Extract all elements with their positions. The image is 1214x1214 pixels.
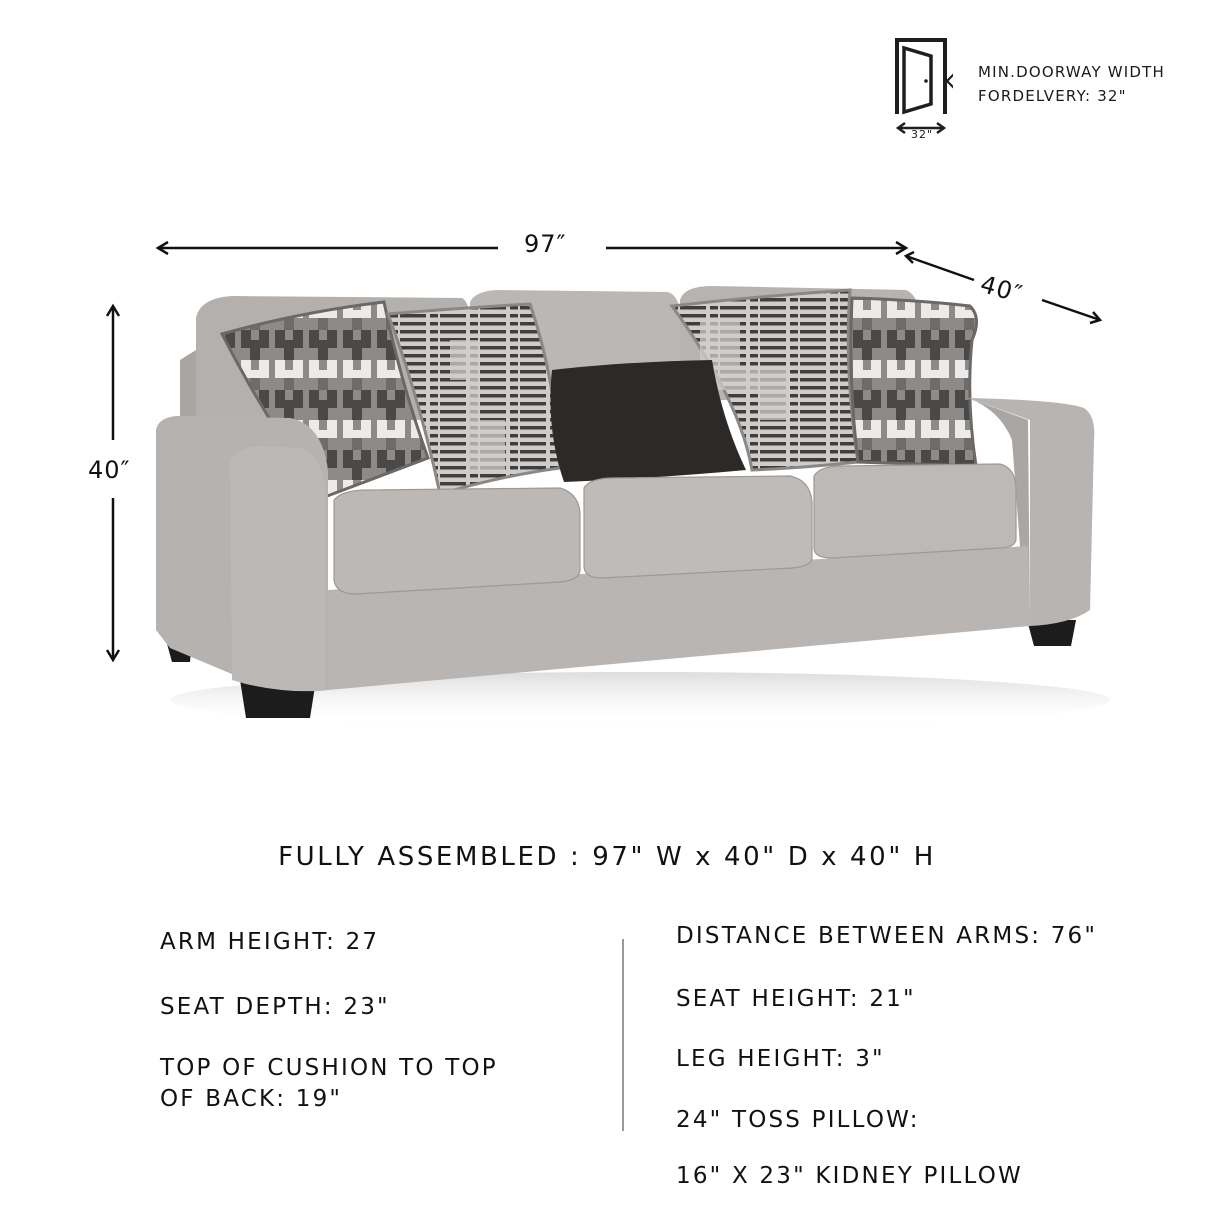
spec-column-divider [622,939,624,1131]
spec-seat-height: SEAT HEIGHT: 21" [676,986,916,1012]
doorway-label-line2: FORDELVERY: 32" [978,87,1127,105]
spec-distance-between-arms: DISTANCE BETWEEN ARMS: 76" [676,923,1098,949]
spec-seat-depth: SEAT DEPTH: 23" [160,994,390,1020]
doorway-label-line1: MIN.DOORWAY WIDTH [978,63,1166,81]
spec-arm-height: ARM HEIGHT: 27 [160,929,380,955]
assembled-dimensions-summary: FULLY ASSEMBLED : 97" W x 40" D x 40" H [278,842,936,872]
spec-toss-pillow: 24" TOSS PILLOW: [676,1107,920,1133]
spec-leg-height: LEG HEIGHT: 3" [676,1046,885,1072]
spec-kidney-pillow: 16" X 23" KIDNEY PILLOW [676,1163,1023,1189]
spec-cushion-to-back-line1: TOP OF CUSHION TO TOP [160,1055,498,1081]
spec-cushion-to-back-line2: OF BACK: 19" [160,1086,343,1112]
depth-dimension-label: 40″ [977,270,1026,309]
toss-pillow-right [851,298,977,466]
doorway-icon-dimension: 32" [910,128,934,141]
sofa-arm-left [156,416,328,691]
width-dimension-label: 97″ [524,230,567,258]
height-dimension-label: 40″ [88,456,131,484]
